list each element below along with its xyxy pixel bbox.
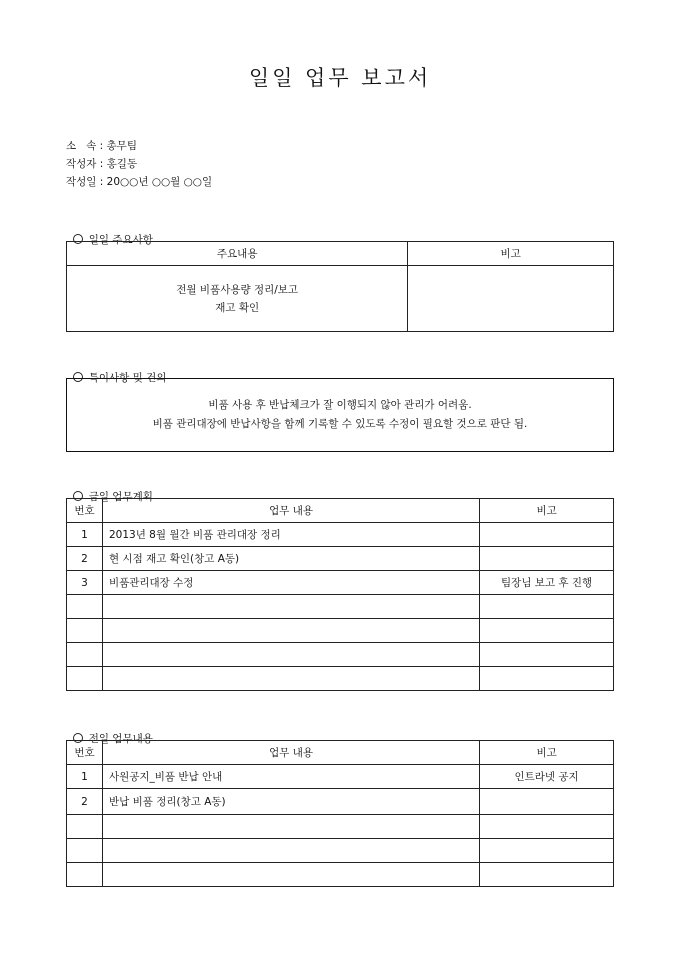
table-row <box>67 789 614 815</box>
section-heading-text: 일일 주요사항 <box>88 234 153 246</box>
section-heading-text: 금일 업무계획 <box>88 491 153 503</box>
row-note-cell <box>480 619 614 643</box>
meta-label: 작성자 <box>66 158 97 170</box>
row-number-cell <box>67 619 103 643</box>
row-note-cell <box>480 643 614 667</box>
table-row <box>67 863 614 887</box>
row-number-cell <box>67 643 103 667</box>
section-heading-text: 전일 업무내용 <box>88 733 153 745</box>
table-row <box>67 547 614 571</box>
table-row <box>67 765 614 789</box>
row-note-cell <box>480 547 614 571</box>
row-note-cell <box>480 523 614 547</box>
col-header-note: 비고 <box>480 499 614 523</box>
row-number-cell <box>67 863 103 887</box>
row-task-cell: 비품관리대장 수정 <box>102 571 479 595</box>
row-task-cell: 반납 비품 정리(창고 A동) <box>102 789 479 815</box>
special-note-line: 비품 사용 후 반납체크가 잘 이행되지 않아 관리가 어려움. <box>208 399 472 411</box>
today-plan-table <box>66 498 614 691</box>
main-note-cell <box>408 266 614 332</box>
special-notes-box <box>66 378 614 452</box>
row-note-cell <box>480 789 614 815</box>
row-number-cell: 2 <box>67 789 103 815</box>
row-note-cell: 팀장님 보고 후 진행 <box>480 571 614 595</box>
main-content-line: 전월 비품사용량 정리/보고 <box>176 283 299 296</box>
row-task-cell <box>102 839 479 863</box>
yesterday-work-table <box>66 740 614 887</box>
row-note-cell <box>480 863 614 887</box>
row-note-cell <box>480 667 614 691</box>
meta-date: 작성일 : 20○○년 ○○월 ○○일 <box>66 176 213 188</box>
meta-author: 작성자 : 홍길동 <box>66 158 138 170</box>
main-content-cell <box>67 266 408 332</box>
row-number-cell: 1 <box>67 523 103 547</box>
main-content-line: 재고 확인 <box>215 301 260 314</box>
table-row <box>67 571 614 595</box>
row-task-cell <box>102 643 479 667</box>
row-number-cell: 1 <box>67 765 103 789</box>
row-number-cell <box>67 815 103 839</box>
meta-value: 홍길동 <box>106 158 138 170</box>
table-row <box>67 595 614 619</box>
table-row <box>67 839 614 863</box>
main-items-table <box>66 241 614 332</box>
meta-label: 소 속 <box>66 140 97 152</box>
col-header-note: 비고 <box>480 741 614 765</box>
row-note-cell <box>480 839 614 863</box>
table-row <box>67 523 614 547</box>
meta-value: 20○○년 ○○월 ○○일 <box>106 176 213 188</box>
row-note-cell <box>480 595 614 619</box>
col-header-note: 비고 <box>408 242 614 266</box>
row-note-cell: 인트라넷 공지 <box>480 765 614 789</box>
table-row <box>67 643 614 667</box>
row-number-cell <box>67 595 103 619</box>
col-header-task: 업무 내용 <box>102 741 479 765</box>
row-task-cell <box>102 595 479 619</box>
col-header-content: 주요내용 <box>67 242 408 266</box>
col-header-no: 번호 <box>67 499 103 523</box>
meta-label: 작성일 <box>66 176 97 188</box>
section-heading-text: 특이사항 및 건의 <box>88 372 167 384</box>
row-note-cell <box>480 815 614 839</box>
row-number-cell: 3 <box>67 571 103 595</box>
document-title: 일일 업무 보고서 <box>248 66 432 90</box>
col-header-no: 번호 <box>67 741 103 765</box>
table-row <box>67 619 614 643</box>
meta-value: 총무팀 <box>106 140 137 152</box>
table-row <box>67 667 614 691</box>
meta-info <box>66 137 212 191</box>
row-task-cell <box>102 619 479 643</box>
row-task-cell <box>102 863 479 887</box>
row-task-cell <box>102 667 479 691</box>
row-number-cell: 2 <box>67 547 103 571</box>
row-number-cell <box>67 839 103 863</box>
meta-department: 소 속 : 총무팀 <box>66 140 137 152</box>
row-task-cell: 사원공지_비품 반납 안내 <box>102 765 479 789</box>
table-row <box>67 815 614 839</box>
col-header-task: 업무 내용 <box>102 499 479 523</box>
special-note-line: 비품 관리대장에 반납사항을 함께 기록할 수 있도록 수정이 필요할 것으로 판단 됨. <box>152 418 528 430</box>
row-task-cell: 현 시점 재고 확인(창고 A동) <box>102 547 479 571</box>
row-task-cell <box>102 815 479 839</box>
row-task-cell: 2013년 8월 월간 비품 관리대장 정리 <box>102 523 479 547</box>
row-number-cell <box>67 667 103 691</box>
